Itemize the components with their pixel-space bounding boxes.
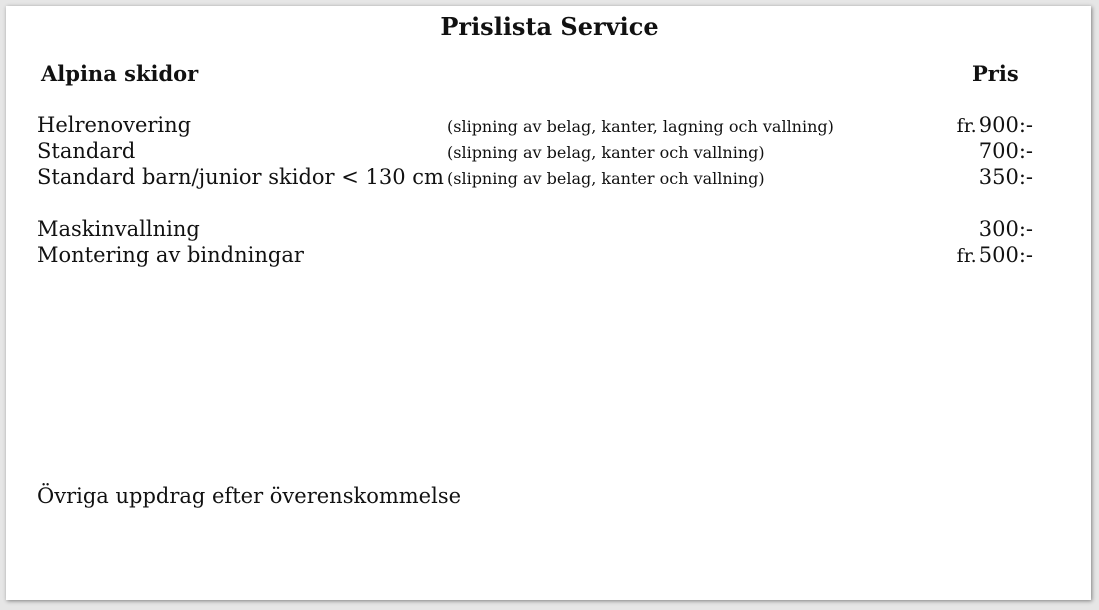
item-price: 300:- [978,217,1033,241]
item-price-cell [977,138,1033,165]
price-row [0,216,1099,242]
item-name: Maskinvallning [37,217,200,241]
section-heading: Alpina skidor [41,61,199,86]
item-description: (slipning av belag, kanter, lagning och vallning) [447,117,834,136]
item-description: (slipning av belag, kanter och vallning) [447,169,765,188]
item-description: (slipning av belag, kanter och vallning) [447,143,765,162]
item-price: 500:- [978,243,1033,267]
price-column-heading: Pris [972,61,1019,86]
price-prefix: fr. [956,115,977,137]
price-row [0,242,1099,268]
price-row [0,138,1099,164]
item-name: Standard barn/junior skidor < 130 cm [37,165,444,189]
item-name: Montering av bindningar [37,243,304,267]
item-price-cell [977,216,1033,243]
item-price: 700:- [978,139,1033,163]
price-prefix: fr. [956,245,977,267]
item-price-cell [957,242,1033,269]
item-name: Standard [37,139,136,163]
item-price-cell [957,112,1033,139]
item-price: 350:- [978,165,1033,189]
item-price: 900:- [978,113,1033,137]
price-row [0,164,1099,190]
item-name: Helrenovering [37,113,192,137]
page-title: Prislista Service [440,12,659,41]
price-row [0,112,1099,138]
item-price-cell [977,164,1033,191]
price-list-sheet [6,6,1091,600]
footer-note: Övriga uppdrag efter överenskommelse [37,484,462,508]
